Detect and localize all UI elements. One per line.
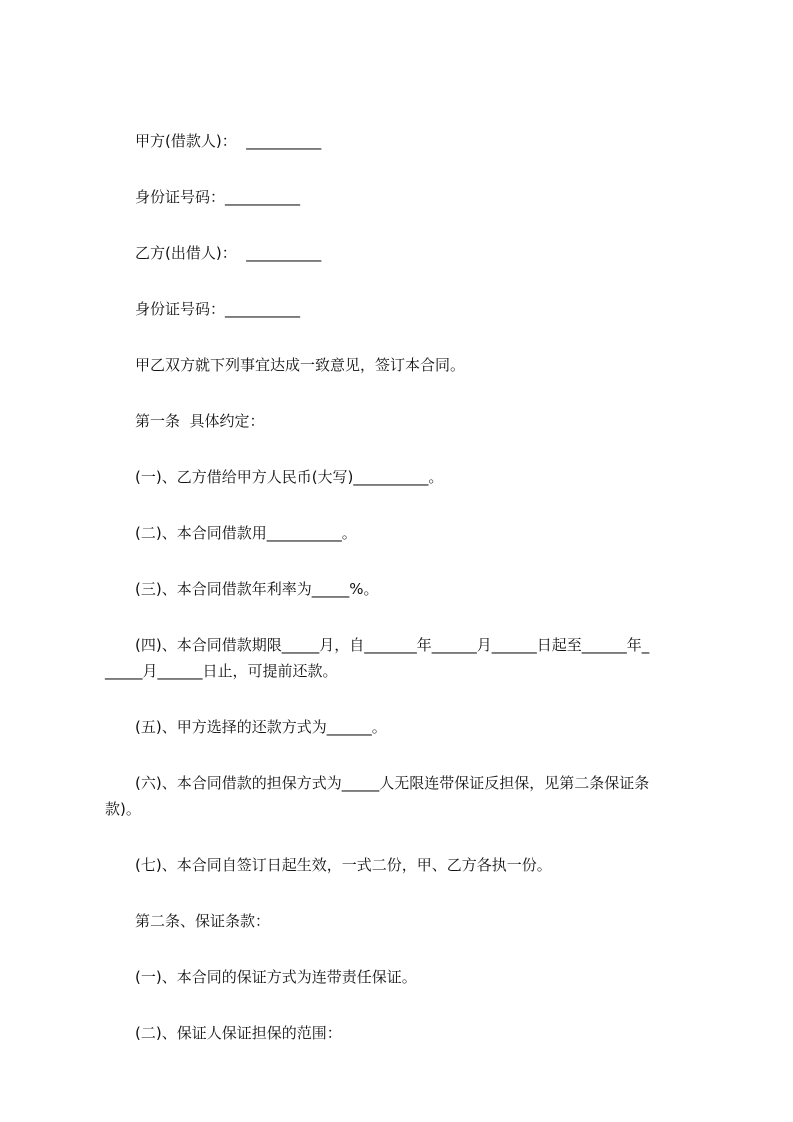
document-body (105, 128, 705, 1076)
clause-1-7 (105, 852, 705, 878)
agreement-intro-text: 甲乙双方就下列事宜达成一致意见，签订本合同。 (135, 356, 466, 374)
clause-2-1-text: (一)、本合同的保证方式为连带责任保证。 (135, 968, 417, 986)
clause-1-6 (105, 770, 705, 822)
article-one-heading-text: 第一条 具体约定： (135, 412, 265, 430)
party-a-id-text: 身份证号码：__________ (135, 188, 301, 206)
party-b-id-line (105, 296, 705, 322)
article-two-heading-text: 第二条、保证条款： (135, 912, 271, 930)
clause-1-4-text-line2: _____月______日止，可提前还款。 (105, 662, 338, 680)
party-a-text: 甲方(借款人)： __________ (135, 132, 322, 150)
clause-1-6-text-line2: 款)。 (105, 800, 141, 818)
clause-1-4-text-line1: (四)、本合同借款期限_____月，自_______年______月______日起至______年_ (135, 636, 650, 654)
clause-1-2 (105, 520, 705, 546)
article-one-heading (105, 408, 705, 434)
clause-1-3 (105, 576, 705, 602)
clause-1-3-text: (三)、本合同借款年利率为_____%。 (135, 580, 379, 598)
clause-1-2-text: (二)、本合同借款用__________。 (135, 524, 357, 542)
clause-1-1 (105, 464, 705, 490)
party-a-id-line (105, 184, 705, 210)
clause-1-1-text: (一)、乙方借给甲方人民币(大写)__________。 (135, 468, 444, 486)
clause-1-7-text: (七)、本合同自签订日起生效，一式二份，甲、乙方各执一份。 (135, 856, 552, 874)
agreement-intro (105, 352, 705, 378)
party-b-line (105, 240, 705, 266)
party-b-text: 乙方(出借人)： __________ (135, 244, 322, 262)
clause-1-6-text-line1: (六)、本合同借款的担保方式为_____人无限连带保证反担保，见第二条保证条 (135, 774, 650, 792)
party-a-line (105, 128, 705, 154)
clause-2-2 (105, 1020, 705, 1046)
clause-1-4 (105, 632, 705, 684)
clause-1-5 (105, 714, 705, 740)
party-b-id-text: 身份证号码：__________ (135, 300, 301, 318)
clause-1-5-text: (五)、甲方选择的还款方式为______。 (135, 718, 387, 736)
article-two-heading (105, 908, 705, 934)
clause-2-2-text: (二)、保证人保证担保的范围： (135, 1024, 342, 1042)
clause-2-1 (105, 964, 705, 990)
